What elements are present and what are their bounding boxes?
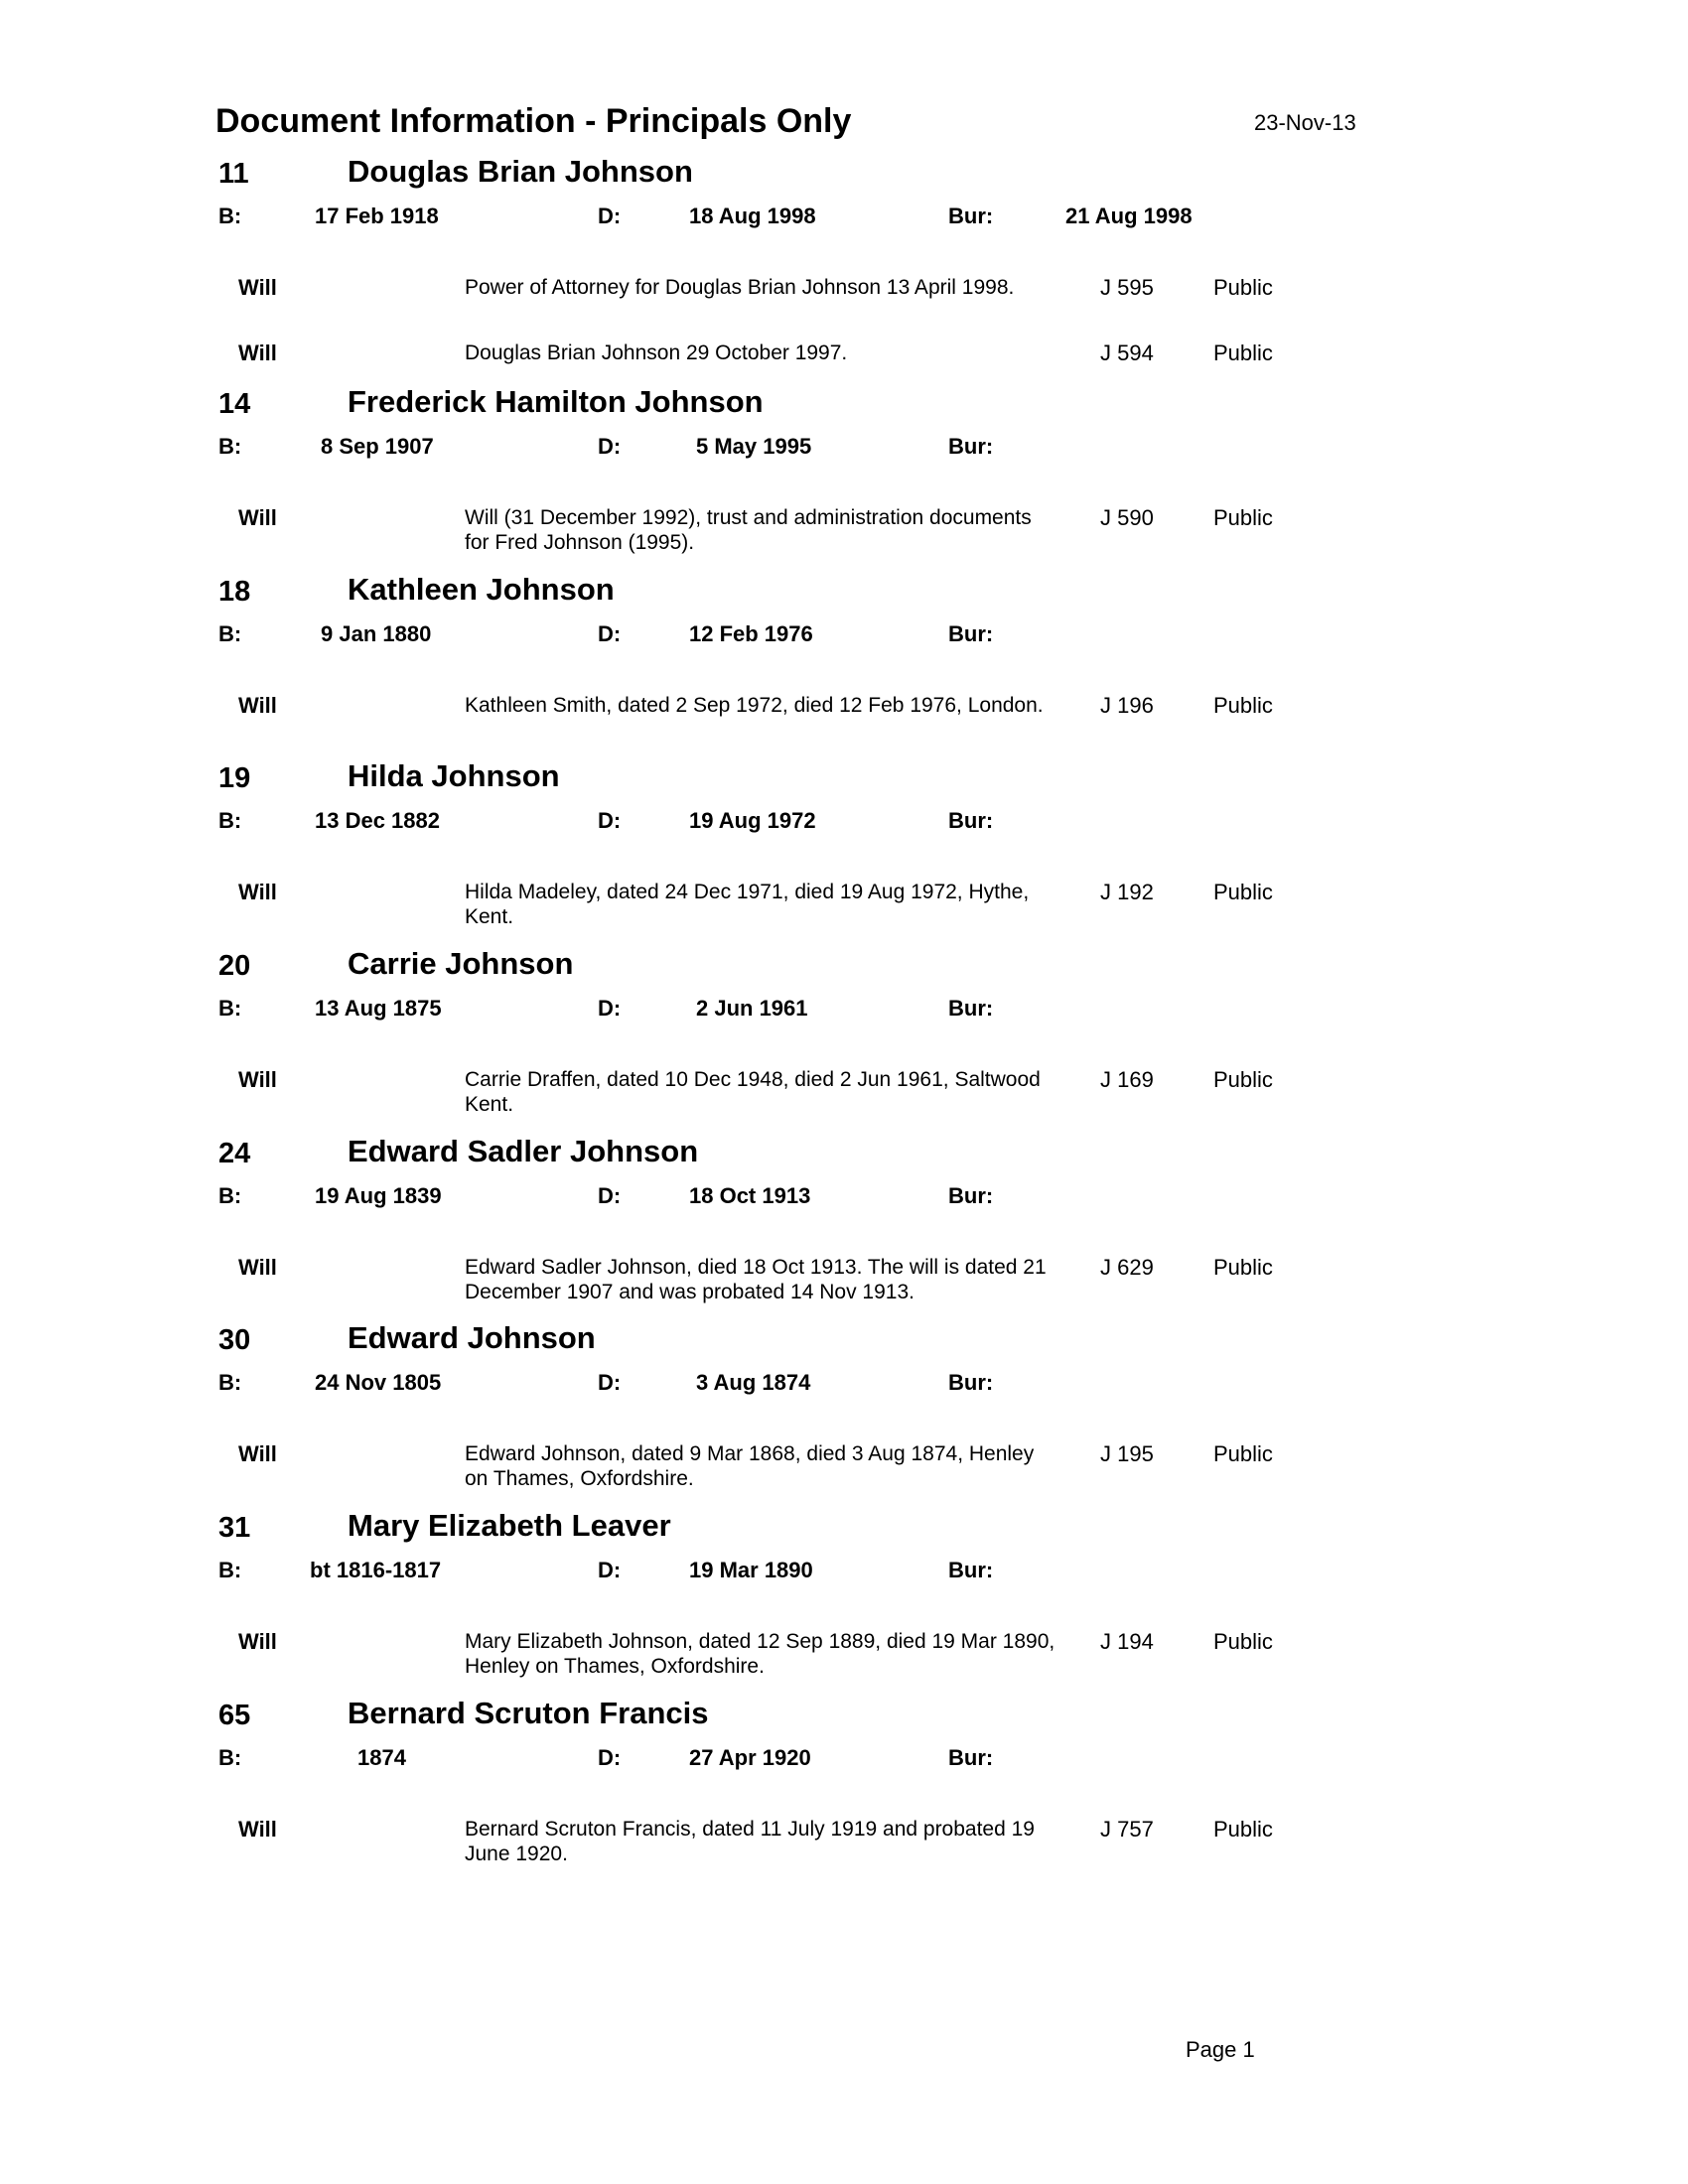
document-reference: J 169 [1100, 1067, 1154, 1092]
burial-label: Bur: [948, 1558, 994, 1582]
document-type: Will [238, 505, 277, 530]
person-number: 30 [218, 1324, 251, 1356]
document-type: Will [238, 1817, 277, 1842]
birth-date: 13 Aug 1875 [315, 996, 442, 1021]
person-number: 11 [218, 158, 249, 190]
birth-date: 1874 [357, 1745, 406, 1770]
document-description: Carrie Draffen, dated 10 Dec 1948, died 2 Jun 1961, Saltwood Kent. [465, 1068, 1041, 1116]
document-reference: J 590 [1100, 505, 1154, 530]
death-label: D: [598, 1745, 622, 1770]
death-date: 18 Aug 1998 [689, 204, 816, 228]
document-reference: J 192 [1100, 880, 1154, 904]
report-date: 23-Nov-13 [1254, 110, 1356, 135]
document-description: Edward Johnson, dated 9 Mar 1868, died 3 Aug 1874, Henley on Thames, Oxfordshire. [465, 1442, 1035, 1490]
birth-label: B: [218, 204, 242, 228]
page-title: Document Information - Principals Only [215, 102, 852, 140]
death-date: 3 Aug 1874 [696, 1370, 811, 1395]
death-label: D: [598, 1558, 622, 1582]
document-reference: J 594 [1100, 341, 1154, 365]
person-name: Douglas Brian Johnson [348, 154, 693, 189]
person-name: Frederick Hamilton Johnson [348, 384, 764, 419]
death-date: 5 May 1995 [696, 434, 812, 459]
birth-label: B: [218, 996, 242, 1021]
document-description: Edward Sadler Johnson, died 18 Oct 1913. The will is dated 21 December 1907 and was probated 14 Nov 1913. [465, 1256, 1047, 1303]
document-status: Public [1213, 1817, 1273, 1842]
document-description: Power of Attorney for Douglas Brian Johnson 13 April 1998. [465, 276, 1015, 299]
burial-label: Bur: [948, 621, 994, 646]
birth-label: B: [218, 1183, 242, 1208]
birth-date: 19 Aug 1839 [315, 1183, 442, 1208]
document-reference: J 595 [1100, 275, 1154, 300]
document-status: Public [1213, 1441, 1273, 1466]
document-type: Will [238, 1067, 277, 1092]
death-date: 12 Feb 1976 [689, 621, 813, 646]
burial-label: Bur: [948, 204, 994, 228]
person-name: Kathleen Johnson [348, 572, 615, 607]
death-date: 18 Oct 1913 [689, 1183, 811, 1208]
person-number: 18 [218, 576, 251, 608]
death-date: 19 Mar 1890 [689, 1558, 813, 1582]
death-date: 27 Apr 1920 [689, 1745, 811, 1770]
document-description: Hilda Madeley, dated 24 Dec 1971, died 19 Aug 1972, Hythe, Kent. [465, 881, 1030, 928]
birth-label: B: [218, 1558, 242, 1582]
birth-date: 24 Nov 1805 [315, 1370, 442, 1395]
person-number: 19 [218, 762, 251, 794]
document-reference: J 196 [1100, 693, 1154, 718]
document-description: Bernard Scruton Francis, dated 11 July 1919 and probated 19 June 1920. [465, 1818, 1035, 1865]
document-status: Public [1213, 1255, 1273, 1280]
birth-date: 9 Jan 1880 [321, 621, 432, 646]
person-name: Mary Elizabeth Leaver [348, 1508, 671, 1543]
birth-date: bt 1816-1817 [310, 1558, 442, 1582]
death-label: D: [598, 621, 622, 646]
person-name: Carrie Johnson [348, 946, 574, 981]
person-name: Hilda Johnson [348, 758, 560, 793]
document-status: Public [1213, 693, 1273, 718]
death-label: D: [598, 434, 622, 459]
birth-label: B: [218, 1745, 242, 1770]
page-number: Page 1 [1186, 2037, 1255, 2062]
document-type: Will [238, 275, 277, 300]
burial-label: Bur: [948, 434, 994, 459]
document-type: Will [238, 341, 277, 365]
person-number: 24 [218, 1138, 251, 1169]
burial-label: Bur: [948, 1370, 994, 1395]
document-type: Will [238, 1629, 277, 1654]
document-status: Public [1213, 275, 1273, 300]
document-description: Mary Elizabeth Johnson, dated 12 Sep 1889, died 19 Mar 1890, Henley on Thames, Oxfordshire. [465, 1630, 1055, 1678]
document-reference: J 195 [1100, 1441, 1154, 1466]
document-status: Public [1213, 880, 1273, 904]
death-label: D: [598, 1183, 622, 1208]
person-number: 31 [218, 1512, 251, 1544]
document-type: Will [238, 1255, 277, 1280]
birth-date: 17 Feb 1918 [315, 204, 439, 228]
burial-label: Bur: [948, 1183, 994, 1208]
death-date: 2 Jun 1961 [696, 996, 808, 1021]
birth-label: B: [218, 621, 242, 646]
person-name: Edward Johnson [348, 1320, 596, 1355]
document-reference: J 629 [1100, 1255, 1154, 1280]
death-date: 19 Aug 1972 [689, 808, 816, 833]
burial-label: Bur: [948, 996, 994, 1021]
document-type: Will [238, 1441, 277, 1466]
document-status: Public [1213, 1629, 1273, 1654]
death-label: D: [598, 204, 622, 228]
person-number: 20 [218, 950, 251, 982]
document-reference: J 757 [1100, 1817, 1154, 1842]
birth-label: B: [218, 434, 242, 459]
death-label: D: [598, 808, 622, 833]
person-number: 14 [218, 388, 251, 420]
document-status: Public [1213, 341, 1273, 365]
burial-label: Bur: [948, 1745, 994, 1770]
document-reference: J 194 [1100, 1629, 1154, 1654]
birth-label: B: [218, 1370, 242, 1395]
document-description: Will (31 December 1992), trust and administration documents for Fred Johnson (1995). [465, 506, 1032, 554]
burial-date: 21 Aug 1998 [1065, 204, 1193, 228]
death-label: D: [598, 1370, 622, 1395]
death-label: D: [598, 996, 622, 1021]
person-name: Bernard Scruton Francis [348, 1696, 709, 1730]
document-type: Will [238, 880, 277, 904]
document-description: Kathleen Smith, dated 2 Sep 1972, died 12 Feb 1976, London. [465, 694, 1044, 717]
document-status: Public [1213, 505, 1273, 530]
person-name: Edward Sadler Johnson [348, 1134, 699, 1168]
birth-label: B: [218, 808, 242, 833]
burial-label: Bur: [948, 808, 994, 833]
document-type: Will [238, 693, 277, 718]
document-description: Douglas Brian Johnson 29 October 1997. [465, 341, 848, 364]
person-number: 65 [218, 1700, 251, 1731]
birth-date: 13 Dec 1882 [315, 808, 440, 833]
document-status: Public [1213, 1067, 1273, 1092]
birth-date: 8 Sep 1907 [321, 434, 434, 459]
